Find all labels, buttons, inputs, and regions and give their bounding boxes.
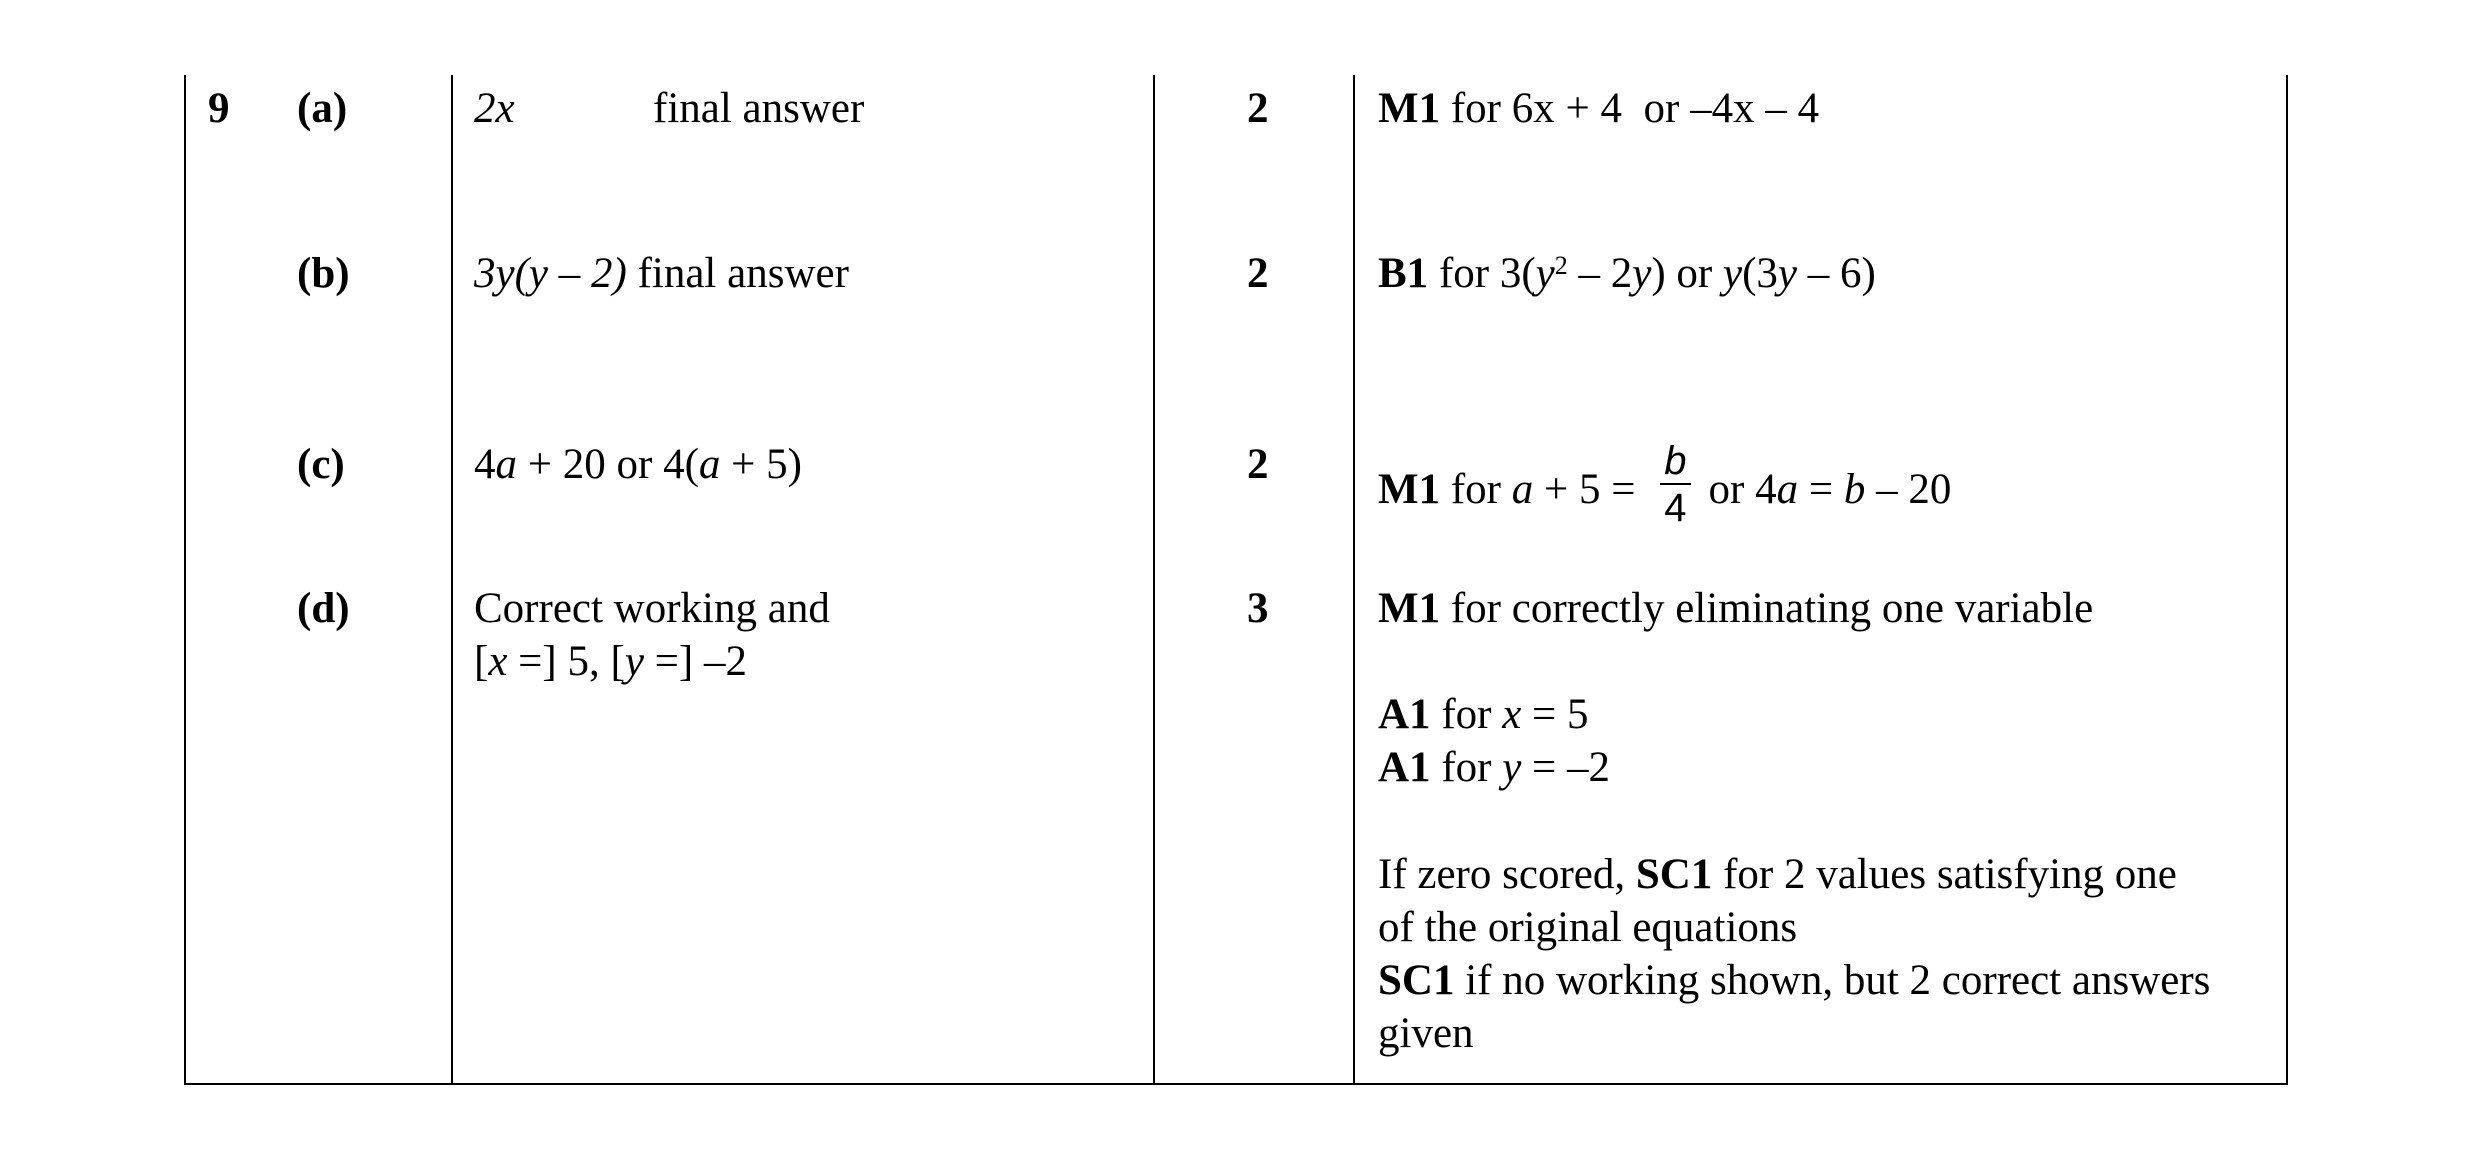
mark-a: 2 xyxy=(1247,85,1269,132)
answer-d-close-1: =] 5, [ xyxy=(507,638,625,685)
guidance-b-for-open: for 3( xyxy=(1438,250,1536,297)
guidance-c-minus: – 20 xyxy=(1865,465,1952,513)
guidance-b xyxy=(1378,247,1876,300)
answer-c-a: 4 xyxy=(474,441,496,488)
guidance-d-for-3: for xyxy=(1430,744,1503,791)
table-left-border xyxy=(184,75,186,1085)
guidance-d-code-3: A1 xyxy=(1378,744,1431,791)
guidance-a-expr-2: –4x – 4 xyxy=(1690,85,1820,132)
guidance-b-mid: – 2 xyxy=(1567,250,1633,297)
mark-b: 2 xyxy=(1247,250,1269,297)
guidance-b-y3: y xyxy=(1722,250,1743,297)
answer-b-label: final answer xyxy=(637,250,849,297)
guidance-b-y2: y xyxy=(1632,250,1652,297)
guidance-d-line-7: given xyxy=(1378,1010,1474,1057)
answer-d-line-1: Correct working and xyxy=(474,585,830,632)
answer-b-coeff: 3y xyxy=(474,250,515,297)
answer-c-c: + 5) xyxy=(720,441,802,488)
answer-a-label: final answer xyxy=(653,85,865,132)
mark-d: 3 xyxy=(1247,585,1269,632)
guidance-b-tail-open: (3 xyxy=(1742,250,1778,297)
guidance-d-line-6 xyxy=(1378,954,2210,1007)
answer-d-y: y xyxy=(624,638,644,685)
guidance-c-or-4: or 4 xyxy=(1708,465,1777,513)
guidance-a-expr-1: 6x + 4 xyxy=(1511,85,1622,132)
guidance-b-code: B1 xyxy=(1378,250,1429,297)
guidance-d-line-2 xyxy=(1378,688,1589,741)
mark-c: 2 xyxy=(1247,441,1269,488)
answer-d-line-2 xyxy=(474,635,747,688)
answer-d-close-2: =] –2 xyxy=(643,638,747,685)
guidance-d-line-1 xyxy=(1378,582,2093,635)
guidance-c-plus-eq: + 5 = xyxy=(1533,465,1647,513)
guidance-d-value-3: = –2 xyxy=(1521,744,1611,791)
guidance-d-line-3 xyxy=(1378,741,1610,794)
guidance-a-or: or xyxy=(1643,85,1680,132)
guidance-d-line-4 xyxy=(1378,848,2177,901)
answer-b-paren: (y – 2) xyxy=(514,250,627,297)
column-divider-part-answer xyxy=(451,75,453,1085)
table-bottom-border xyxy=(184,1083,2288,1085)
guidance-b-y: y xyxy=(1535,250,1555,297)
guidance-d-text-4: for 2 values satisfying one xyxy=(1712,851,2177,898)
fraction-denominator: 4 xyxy=(1664,486,1687,530)
guidance-c-code: M1 xyxy=(1378,465,1441,513)
part-label-a: (a) xyxy=(297,85,348,132)
guidance-d-line-5: of the original equations xyxy=(1378,904,1798,951)
guidance-d-code-2: A1 xyxy=(1378,691,1431,738)
guidance-c-fraction xyxy=(1660,439,1690,531)
guidance-a-for: for xyxy=(1450,85,1501,132)
guidance-d-for-2: for xyxy=(1430,691,1503,738)
guidance-d-value-2: = 5 xyxy=(1521,691,1589,738)
guidance-c-for: for xyxy=(1440,465,1512,513)
guidance-b-y4: y xyxy=(1777,250,1797,297)
guidance-b-tail-close: – 6) xyxy=(1797,250,1876,297)
guidance-d-code-6: SC1 xyxy=(1378,957,1455,1004)
question-number: 9 xyxy=(208,85,230,132)
column-divider-answer-mark xyxy=(1153,75,1155,1085)
guidance-c-var-b: b xyxy=(1843,465,1866,513)
answer-c xyxy=(474,438,802,491)
answer-a xyxy=(474,82,515,135)
guidance-a-code: M1 xyxy=(1378,85,1441,132)
answer-c-var-b: a xyxy=(698,441,721,488)
answer-c-b: + 20 or 4( xyxy=(517,441,699,488)
guidance-d-var-2: x xyxy=(1502,691,1522,738)
answer-d-open-1: [ xyxy=(474,638,489,685)
answer-a-value: 2x xyxy=(474,85,515,132)
guidance-d-code-1: M1 xyxy=(1378,585,1441,632)
guidance-b-superscript: 2 xyxy=(1554,251,1568,280)
guidance-d-var-3: y xyxy=(1502,744,1522,791)
guidance-d-prefix-4: If zero scored, xyxy=(1378,851,1636,898)
part-label-d: (d) xyxy=(297,585,350,632)
part-label-c: (c) xyxy=(297,441,345,488)
guidance-c-var-a: a xyxy=(1511,465,1534,513)
answer-b xyxy=(474,247,849,300)
guidance-a xyxy=(1378,82,1819,135)
part-label-b: (b) xyxy=(297,250,350,297)
table-right-border xyxy=(2286,75,2288,1085)
guidance-c xyxy=(1378,439,1952,539)
guidance-c-var-a2: a xyxy=(1776,465,1799,513)
guidance-d-code-4: SC1 xyxy=(1635,851,1713,898)
answer-c-var-a: a xyxy=(495,441,517,488)
answer-d-x: x xyxy=(488,638,508,685)
column-divider-mark-guidance xyxy=(1353,75,1355,1085)
guidance-b-close-or: ) or xyxy=(1651,250,1723,297)
guidance-d-text-1: for correctly eliminating one variable xyxy=(1440,585,2094,632)
guidance-d-text-6: if no working shown, but 2 correct answers xyxy=(1454,957,2211,1004)
guidance-c-eq: = xyxy=(1798,465,1844,513)
fraction-numerator: b xyxy=(1660,439,1690,485)
